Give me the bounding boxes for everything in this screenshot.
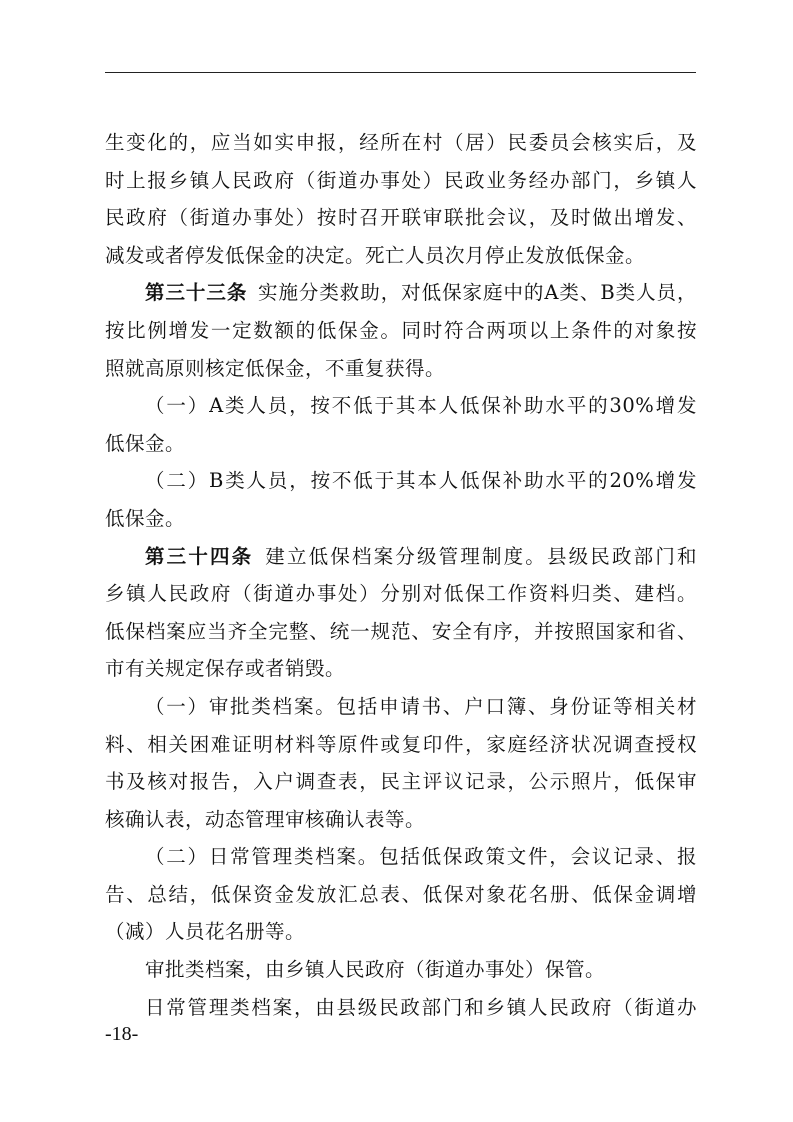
text-line — [105, 350, 697, 388]
line-text: 减发或者停发低保金的决定。死亡人员次月停止发放低保金。 — [105, 243, 646, 267]
line-text: 乡镇人民政府（街道办事处）分别对低保工作资料归类、建档。 — [105, 582, 697, 606]
line-text: 时上报乡镇人民政府（街道办事处）民政业务经办部门，乡镇人 — [105, 168, 697, 192]
text-line — [105, 462, 697, 500]
line-text: （二）B类人员，按不低于其本人低保补助水平的20%增发 — [145, 469, 697, 493]
text-line — [105, 951, 697, 989]
line-text: 民政府（街道办事处）按时召开联审联批会议，及时做出增发、 — [105, 206, 697, 230]
line-text: 市有关规定保存或者销毁。 — [105, 657, 346, 681]
text-line — [105, 763, 697, 801]
text-line — [105, 237, 697, 275]
document-body — [105, 124, 697, 1026]
text-line — [105, 913, 697, 951]
text-line — [105, 387, 697, 425]
line-text: 建立低保档案分级管理制度。县级民政部门和 — [263, 544, 697, 568]
article-heading: 第三十三条 — [145, 281, 248, 305]
line-text: 低保金。 — [105, 431, 186, 455]
text-line — [105, 162, 697, 200]
line-text: 低保金。 — [105, 506, 186, 530]
line-text: 料、相关困难证明材料等原件或复印件，家庭经济状况调查授权 — [105, 732, 697, 756]
line-text: 告、总结，低保资金发放汇总表、低保对象花名册、低保金调增 — [105, 882, 697, 906]
line-text: 审批类档案，由乡镇人民政府（街道办事处）保管。 — [145, 958, 606, 982]
text-line — [105, 726, 697, 764]
text-line — [105, 989, 697, 1027]
text-line — [105, 575, 697, 613]
text-line — [105, 124, 697, 162]
text-line — [105, 613, 697, 651]
line-text: （一）审批类档案。包括申请书、户口簿、身份证等相关材 — [145, 694, 697, 718]
text-line — [105, 538, 697, 576]
line-text: 日常管理类档案，由县级民政部门和乡镇人民政府（街道办 — [145, 995, 697, 1019]
text-line — [105, 838, 697, 876]
line-text: 书及核对报告，入户调查表，民主评议记录，公示照片，低保审 — [105, 770, 697, 794]
article-heading: 第三十四条 — [145, 544, 254, 568]
line-text: 按比例增发一定数额的低保金。同时符合两项以上条件的对象按 — [105, 318, 697, 342]
line-text: （减）人员花名册等。 — [105, 920, 306, 944]
header-rule — [105, 72, 696, 73]
text-line — [105, 425, 697, 463]
page-number: -18- — [105, 1023, 139, 1045]
text-line — [105, 801, 697, 839]
text-line — [105, 876, 697, 914]
line-text: （二）日常管理类档案。包括低保政策文件，会议记录、报 — [145, 845, 697, 869]
text-line — [105, 688, 697, 726]
line-text: 实施分类救助，对低保家庭中的A类、B类人员， — [257, 281, 697, 305]
text-line — [105, 199, 697, 237]
text-line — [105, 312, 697, 350]
text-line — [105, 500, 697, 538]
line-text: 照就高原则核定低保金，不重复获得。 — [105, 356, 446, 380]
text-line — [105, 274, 697, 312]
line-text: （一）A类人员，按不低于其本人低保补助水平的30%增发 — [145, 394, 697, 418]
text-line — [105, 650, 697, 688]
line-text: 核确认表，动态管理审核确认表等。 — [105, 807, 426, 831]
line-text: 生变化的，应当如实申报，经所在村（居）民委员会核实后，及 — [105, 131, 697, 154]
line-text: 低保档案应当齐全完整、统一规范、安全有序，并按照国家和省、 — [105, 619, 697, 643]
